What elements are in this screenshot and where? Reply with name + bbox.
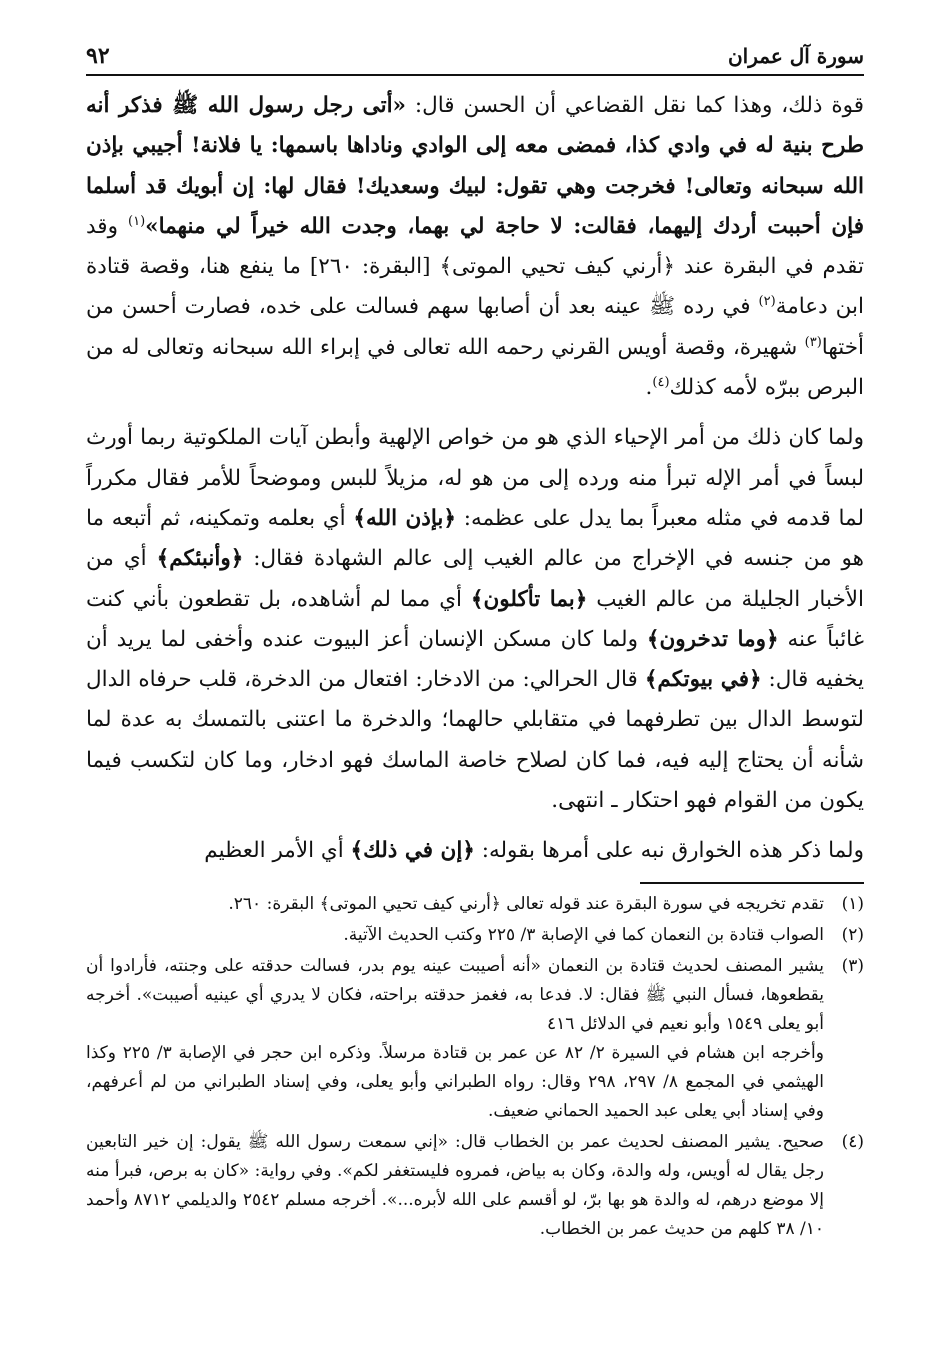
quran-quote: ﴿بإذن الله﴾ bbox=[353, 505, 456, 531]
footnote-ref-3[interactable]: (٣) bbox=[804, 334, 822, 350]
text-segment: ولما ذكر هذه الخوارق نبه على أمرها بقوله: bbox=[474, 838, 864, 864]
text-segment: . bbox=[645, 375, 653, 401]
footnote-text: صحيح. يشير المصنف لحديث عمر بن الخطاب قال: «إني سمعت رسول الله ﷺ يقول: إن خير التابعين رجل يقال له أويس، وله والدة، وكان به بياض، فمروه فليستغفر لكم». وفي رواية: «كان به برص، فبرأ منه إلا موضع درهم، له والدة هو بها برّ، لو أقسم على الله لأبره...». أخرجه مسلم ٢٥٤٢ والديلمي ٨٧١٢ وأحمد ١٠/ ٣٨ كلهم من حديث عمر بن الخطاب. bbox=[86, 1132, 824, 1239]
text-segment: أي من الأخبار الجليلة من عالم الغيب bbox=[86, 546, 864, 612]
footnote-2 bbox=[86, 921, 864, 950]
quran-quote: ﴿وأنبئكم﴾ bbox=[156, 546, 244, 572]
footnote-ref-1[interactable]: (١) bbox=[128, 213, 146, 229]
sura-title: سورة آل عمران bbox=[727, 44, 864, 68]
footnote-number: (٢) bbox=[841, 925, 864, 945]
quran-quote: ﴿إن في ذلك﴾ bbox=[350, 838, 475, 864]
hadith-quote: «أتى رجل رسول الله ﷺ فذكر أنه طرح بنية له في وادي كذا، فمضى معه إلى الوادي وناداها باسمها: يا فلانة! أجيبي بإذن الله سبحانه وتعالى! فخرجت وهي تقول: لبيك وسعديك! فقال لها: إن أبويك قد أسلما فإن أحببت أردك إليهما، فقالت: لا حاجة لي بهما، وجدت الله خيراً لي منهما» bbox=[86, 93, 865, 239]
text-segment: شهيرة، وقصة أويس القرني رحمه الله تعالى في إبراء الله سبحانه وتعالى له من البرص ببرّه لأمه كذلك bbox=[86, 334, 864, 401]
quran-quote: ﴿في بيوتكم﴾ bbox=[644, 667, 762, 693]
text-segment: ولما كان مسكن الإنسان أعز البيوت عنده وأخفى لما يريد أن يخفيه قال: bbox=[86, 626, 864, 693]
text-segment: في رده ﷺ عينه بعد أن أصابها سهم فسالت على خده، فصارت أحسن من أختها bbox=[86, 294, 864, 360]
footnote-text-continued: وأخرجه ابن هشام في السيرة ٢/ ٨٢ عن عمر بن قتادة مرسلاً. وذكره ابن حجر في الإصابة ٣/ ٢٢٥ وكذا الهيثمي في المجمع ٨/ ٢٩٧، ٢٩٨ وقال: رواه الطبراني وأبو يعلى، وفي إسناد الطبراني من لم أعرفهم، وفي إسناد أبي يعلى عبد الحميد الحماني ضعيف. bbox=[86, 1043, 824, 1121]
text-segment: أي بعلمه وتمكينه، ثم أتبعه ما هو من جنسه في الإخراج من عالم الغيب إلى عالم الشهادة فقال: bbox=[86, 505, 865, 572]
footnote-separator bbox=[640, 882, 864, 884]
text-segment: أي الأمر العظيم bbox=[204, 838, 351, 864]
footnotes bbox=[86, 890, 864, 1246]
text-segment: أي مما لم أشاهده، بل تقطعون بأني كنت غائباً عنه bbox=[86, 586, 864, 652]
footnote-text-block bbox=[86, 952, 824, 1126]
footnote-number: (٤) bbox=[841, 1132, 864, 1152]
page-header bbox=[86, 38, 864, 76]
text-segment: وقد تقدم في البقرة عند ﴿أرني كيف تحيي الموتى﴾ [البقرة: ٢٦٠] ما ينفع هنا، وقصة قتادة ابن دعامة bbox=[86, 213, 864, 320]
footnote-ref-4[interactable]: (٤) bbox=[652, 374, 670, 390]
footnote-number: (٣) bbox=[841, 956, 864, 976]
main-text bbox=[86, 86, 864, 872]
footnote-1 bbox=[86, 890, 864, 919]
text-segment: قوة ذلك، وهذا كما نقل القضاعي أن الحسن قال: bbox=[405, 93, 864, 118]
quran-quote: ﴿وما تدخرون﴾ bbox=[646, 626, 779, 652]
quran-quote: ﴿بما تأكلون﴾ bbox=[470, 586, 588, 612]
footnote-text: يشير المصنف لحديث قتادة بن النعمان «أنه أصيبت عينه يوم بدر، فسالت حدقته على وجنته، فأرادوا أن يقطعوها، فسأل النبي ﷺ فقال: لا. فدعا به، فغمز حدقته براحته، فكان لا يدري أي عينيه أصيبت». أخرجه أبو يعلى ١٥٤٩ وأبو نعيم في الدلائل ٤١٦ bbox=[86, 956, 824, 1034]
footnote-4 bbox=[86, 1128, 864, 1244]
paragraph-3 bbox=[86, 831, 864, 871]
footnote-text: تقدم تخريجه في سورة البقرة عند قوله تعالى ﴿أرني كيف تحيي الموتى﴾ البقرة: ٢٦٠. bbox=[228, 894, 824, 914]
footnote-ref-2[interactable]: (٢) bbox=[758, 294, 776, 310]
footnote-text: الصواب قتادة بن النعمان كما في الإصابة ٣/ ٢٢٥ وكتب الحديث الآتية. bbox=[343, 925, 824, 945]
text-segment: ولما كان ذلك من أمر الإحياء الذي هو من خواص الإلهية وأبطن آيات الملكوتية ربما أورث لبساً في أمر الإله تبرأ منه ورده إلى من هو له، مزيلاً للبس وموضحاً للأمر فقال مكرراً لما قدمه في مثله معبراً بما يدل على عظمه: bbox=[86, 425, 865, 531]
footnote-number: (١) bbox=[841, 894, 864, 914]
footnote-3 bbox=[86, 952, 864, 1126]
page-number: ٩٢ bbox=[86, 43, 110, 69]
text-segment: قال الحرالي: من الادخار: افتعال من الدخرة، قلب حرفاه الدال لتوسط الدال بين تطرفهما في متقابلي حالهما؛ والدخرة ما اعتنى بالتمسك به عدة لما شأنه أن يحتاج إليه فيه، فما كان لصلاح خاصة الماسك فهو ادخار، وما كان لتكسب فيما يكون من القوام فهو احتكار ـ انتهى. bbox=[86, 667, 864, 814]
paragraph-2 bbox=[86, 418, 864, 821]
paragraph-1 bbox=[86, 86, 864, 408]
